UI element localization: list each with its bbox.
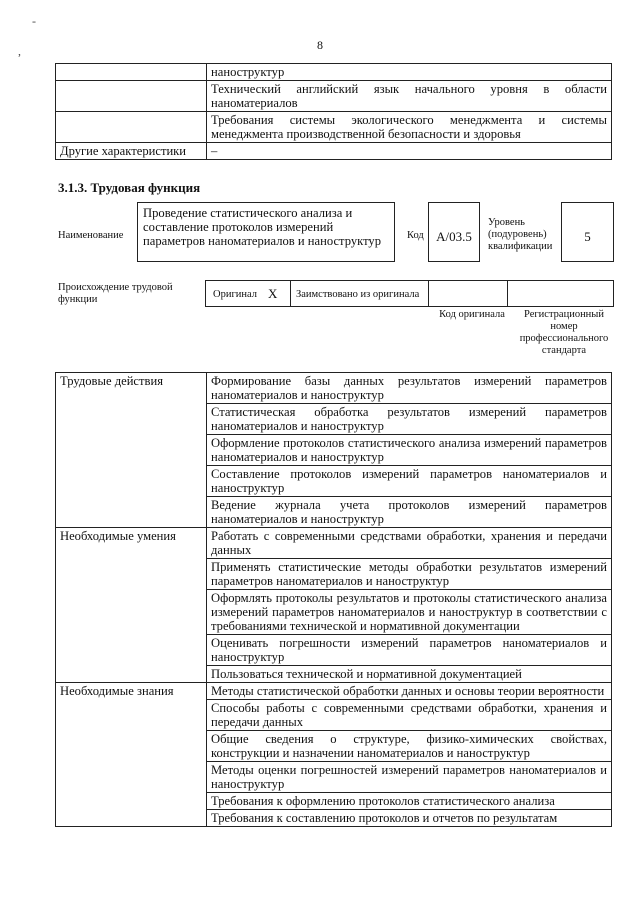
code-label: Код <box>407 230 424 241</box>
item-cell: Оформление протоколов статистического анализа измерений параметров наноматериалов и наноструктур <box>207 435 612 466</box>
reg-number-label: Регистрационный номер профессионального стандарта <box>519 309 609 356</box>
category-cell: Необходимые знания <box>56 683 207 827</box>
item-cell: Пользоваться технической и нормативной документацией <box>207 666 612 683</box>
item-cell: Применять статистические методы обработки результатов измерений параметров наноматериалов и наноструктур <box>207 559 612 590</box>
item-cell: Оформлять протоколы результатов и протоколы статистического анализа измерений параметров наноматериалов и наноструктур в соответствии с требованиями технической и нормативной документации <box>207 590 612 635</box>
origin-box <box>205 280 614 307</box>
name-label: Наименование <box>58 230 124 241</box>
code-original-label: Код оригинала <box>439 309 505 320</box>
divider <box>507 281 508 306</box>
table-row <box>56 112 612 143</box>
table-row <box>56 373 612 404</box>
table-row <box>56 64 612 81</box>
level-label: Уровень (подуровень) квалификации <box>488 217 553 252</box>
page-number: 8 <box>317 38 323 52</box>
table-cell: Технический английский язык начального уровня в области наноматериалов <box>207 81 612 112</box>
table-row <box>56 683 612 700</box>
scan-mark: , <box>18 44 21 58</box>
table-cell: наноструктур <box>207 64 612 81</box>
top-table <box>55 63 612 160</box>
item-cell: Методы статистической обработки данных и основы теории вероятности <box>207 683 612 700</box>
origin-label: Происхождение трудовой функции <box>58 282 173 305</box>
scan-mark: - <box>32 14 36 28</box>
table-cell: Требования системы экологического менеджмента и системы менеджмента производственной безопасности и здоровья <box>207 112 612 143</box>
item-cell: Оценивать погрешности измерений параметров наноматериалов и наноструктур <box>207 635 612 666</box>
item-cell: Методы оценки погрешностей измерений параметров наноматериалов и наноструктур <box>207 762 612 793</box>
original-label: Оригинал <box>213 289 257 300</box>
item-cell: Статистическая обработка результатов измерений параметров наноматериалов и наноструктур <box>207 404 612 435</box>
original-mark: X <box>268 286 278 301</box>
table-row <box>56 528 612 559</box>
section-title: 3.1.3. Трудовая функция <box>58 180 201 195</box>
category-cell: Необходимые умения <box>56 528 207 683</box>
item-cell: Формирование базы данных результатов измерений параметров наноматериалов и наноструктур <box>207 373 612 404</box>
table-row <box>56 143 612 160</box>
level-value: 5 <box>561 202 614 262</box>
table-row <box>56 81 612 112</box>
divider <box>290 281 291 306</box>
table-cell <box>56 81 207 112</box>
divider <box>428 281 429 306</box>
table-cell: Другие характеристики <box>56 143 207 160</box>
item-cell: Требования к оформлению протоколов статистического анализа <box>207 793 612 810</box>
item-cell: Работать с современными средствами обработки, хранения и передачи данных <box>207 528 612 559</box>
item-cell: Общие сведения о структуре, физико-химических свойствах, конструкции и назначении наноматериалов и наноструктур <box>207 731 612 762</box>
item-cell: Требования к составлению протоколов и отчетов по результатам <box>207 810 612 827</box>
table-cell <box>56 64 207 81</box>
table-cell: – <box>207 143 612 160</box>
function-code: A/03.5 <box>428 202 480 262</box>
item-cell: Ведение журнала учета протоколов измерений параметров наноматериалов и наноструктур <box>207 497 612 528</box>
table-cell <box>56 112 207 143</box>
function-name: Проведение статистического анализа и составление протоколов измерений параметров наноматериалов и наноструктур <box>137 202 395 262</box>
category-cell: Трудовые действия <box>56 373 207 528</box>
item-cell: Способы работы с современными средствами обработки, хранения и передачи данных <box>207 700 612 731</box>
main-table <box>55 372 612 827</box>
borrowed-label: Заимствовано из оригинала <box>296 289 420 300</box>
item-cell: Составление протоколов измерений параметров наноматериалов и наноструктур <box>207 466 612 497</box>
